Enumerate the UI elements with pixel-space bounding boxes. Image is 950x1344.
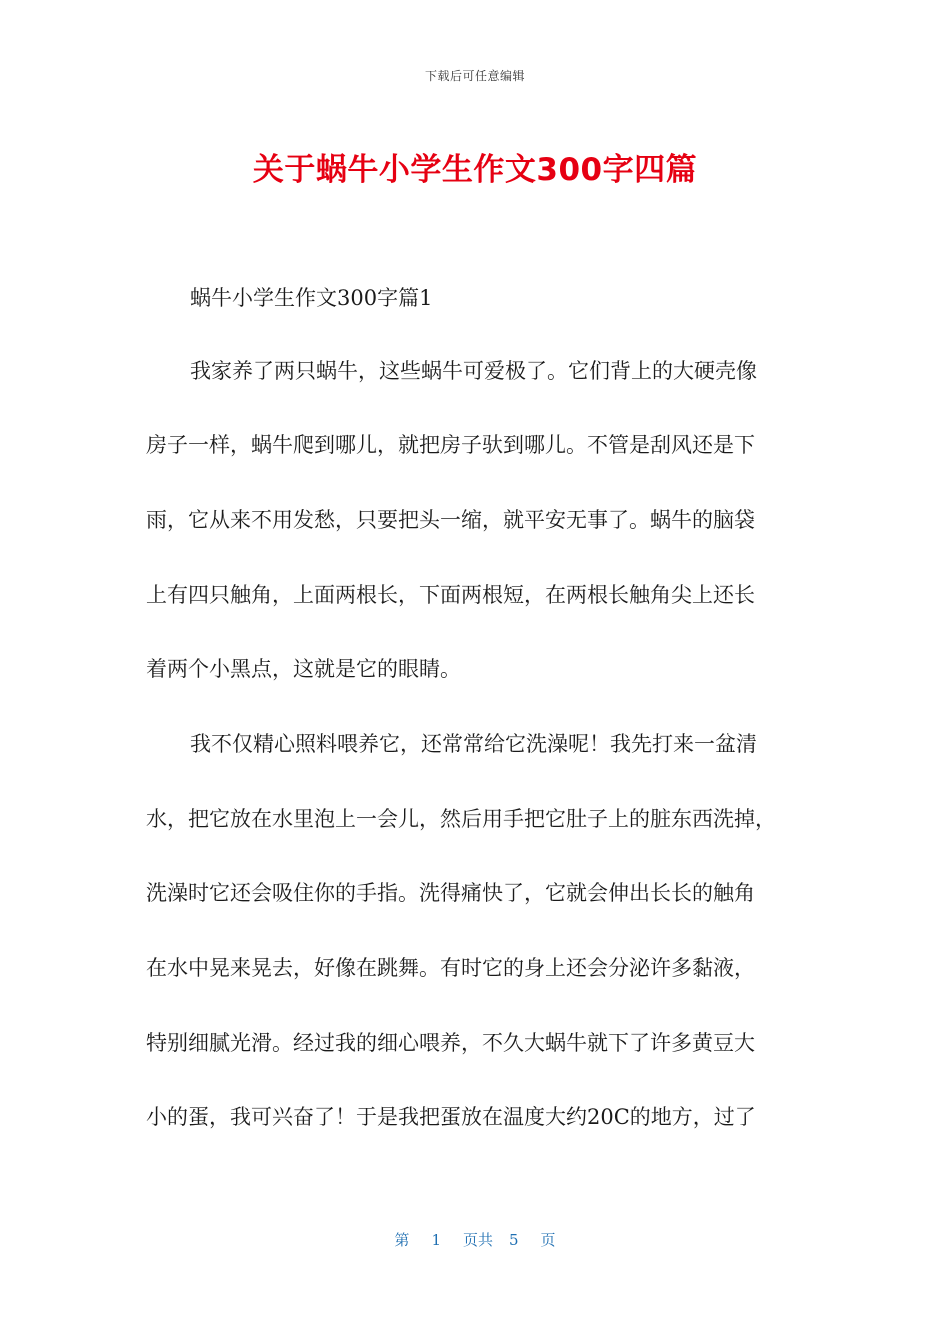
paragraph1-line-4: 上有四只触角，上面两根长，下面两根短，在两根长触角尖上还长 <box>146 583 755 607</box>
footer-label-total: 页共 <box>462 1231 493 1249</box>
paragraph2-line-3: 洗澡时它还会吸住你的手指。洗得痛快了，它就会伸出长长的触角 <box>146 881 755 905</box>
page-footer <box>0 1229 950 1250</box>
paragraph2-line-4: 在水中晃来晃去，好像在跳舞。有时它的身上还会分泌许多黏液， <box>146 956 755 980</box>
paragraph1-line-3: 雨，它从来不用发愁，只要把头一缩，就平安无事了。蜗牛的脑袋 <box>146 508 755 532</box>
footer-current-page: 1 <box>431 1231 441 1249</box>
paragraph2-line-6: 小的蛋，我可兴奋了！于是我把蛋放在温度大约20C的地方，过了 <box>146 1105 756 1129</box>
paragraph2-line-1: 我不仅精心照料喂养它，还常常给它洗澡呢！我先打来一盆清 <box>190 732 757 756</box>
footer-label-page: 第 <box>394 1231 410 1249</box>
document-title: 关于蜗牛小学生作文300字四篇 <box>252 152 698 188</box>
paragraph1-line-1: 我家养了两只蜗牛，这些蜗牛可爱极了。它们背上的大硬壳像 <box>190 359 757 383</box>
paragraph1-line-5: 着两个小黑点，这就是它的眼睛。 <box>146 657 461 681</box>
footer-label-end: 页 <box>540 1231 556 1249</box>
section-heading: 蜗牛小学生作文300字篇1 <box>190 286 433 310</box>
paragraph1-line-2: 房子一样，蜗牛爬到哪儿，就把房子驮到哪儿。不管是刮风还是下 <box>146 433 755 457</box>
header-note: 下载后可任意编辑 <box>424 69 525 83</box>
paragraph2-line-2: 水，把它放在水里泡上一会儿，然后用手把它肚子上的脏东西洗掉， <box>146 807 776 831</box>
footer-total-pages: 5 <box>509 1231 519 1249</box>
paragraph2-line-5: 特别细腻光滑。经过我的细心喂养，不久大蜗牛就下了许多黄豆大 <box>146 1031 755 1055</box>
